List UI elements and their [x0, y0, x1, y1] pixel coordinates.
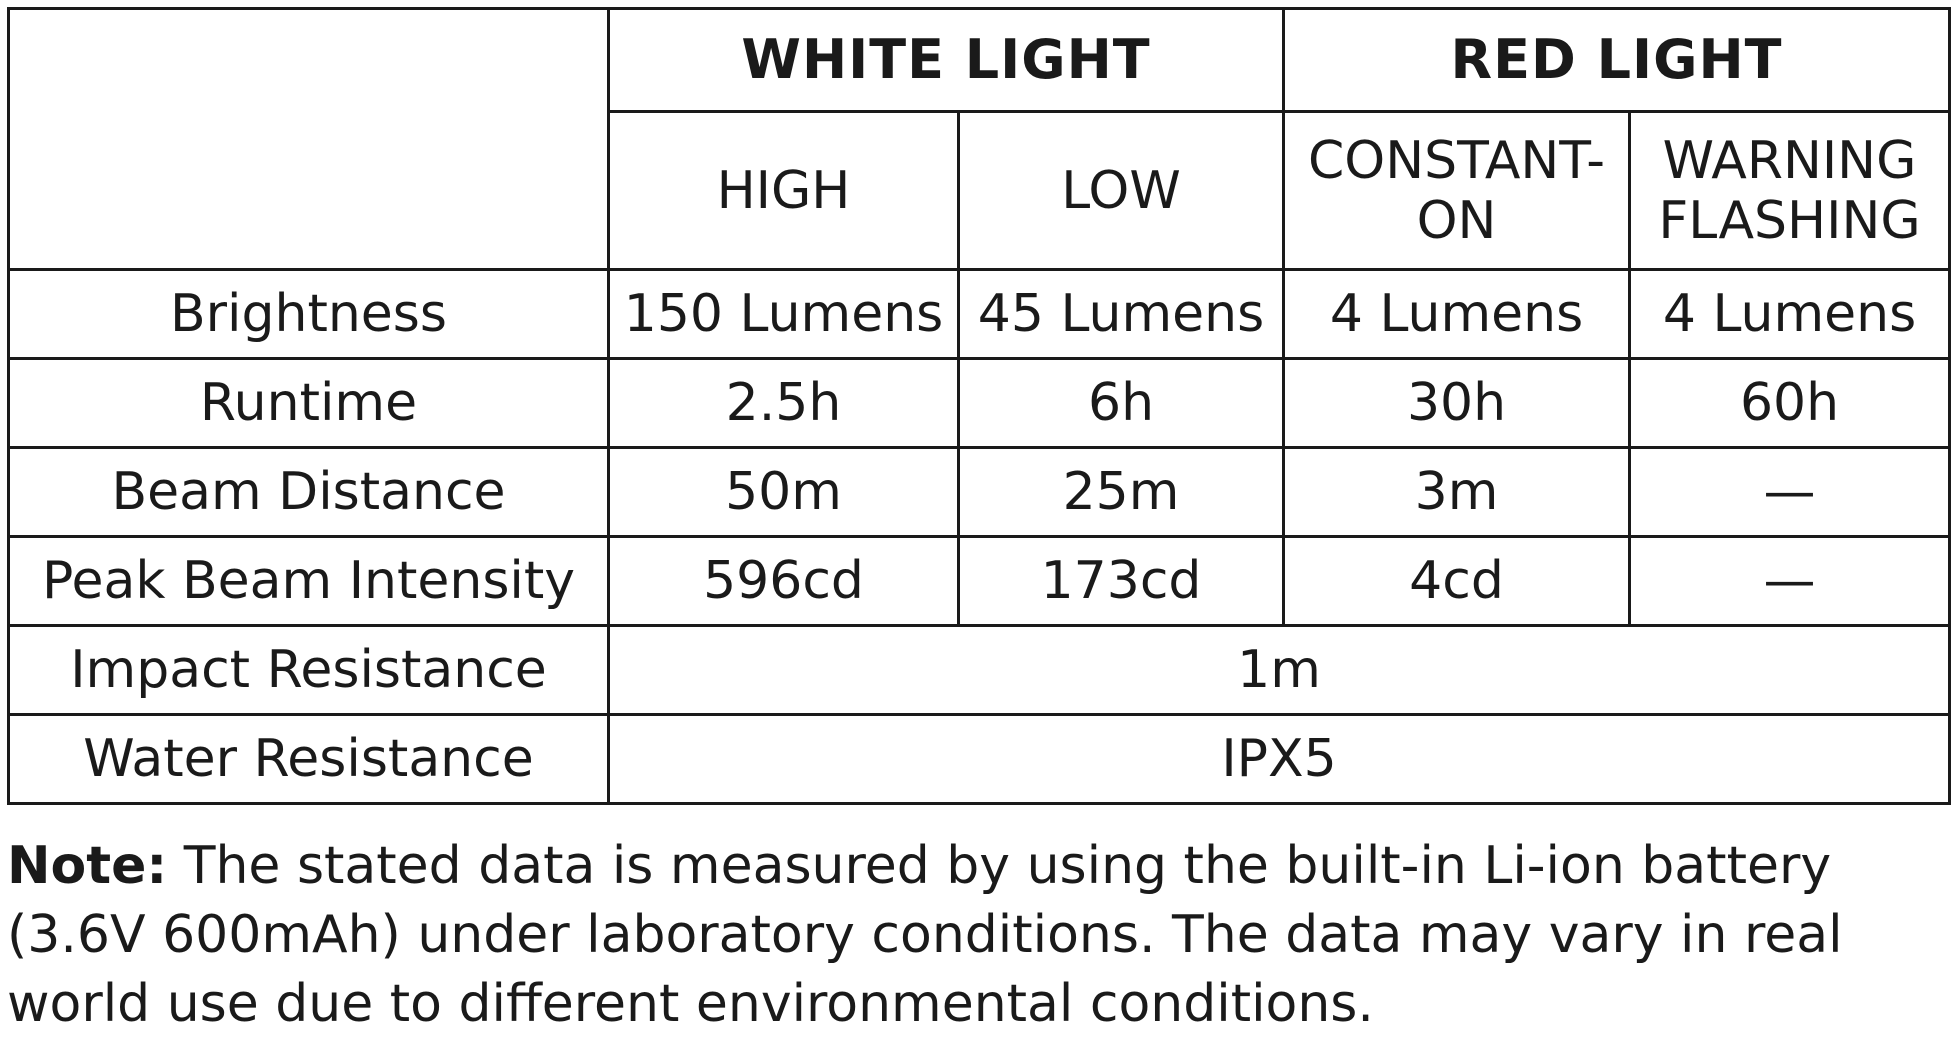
row-label-runtime: Runtime [9, 359, 609, 448]
mode-warning-flashing-line-1: WARNING [1662, 130, 1917, 191]
corner-cell [9, 9, 609, 270]
row-label-peak-beam-intensity: Peak Beam Intensity [9, 537, 609, 626]
mode-warning-flashing-header [1630, 112, 1950, 270]
table-row [9, 715, 1950, 804]
spec-table [7, 7, 1951, 805]
group-header-row [9, 9, 1950, 112]
cell-peak-intensity-constant: 4cd [1284, 537, 1630, 626]
cell-runtime-constant: 30h [1284, 359, 1630, 448]
mode-constant-on-header [1284, 112, 1630, 270]
note-label: Note: [7, 836, 168, 896]
note-text: The stated data is measured by using the built-in Li-ion battery (3.6V 600mAh) under laboratory conditions. The data may vary in real world use due to different environmental conditions. [7, 836, 1843, 1034]
cell-impact-resistance-value: 1m [609, 626, 1950, 715]
cell-brightness-high: 150 Lumens [609, 270, 959, 359]
cell-beam-distance-constant: 3m [1284, 448, 1630, 537]
cell-peak-intensity-high: 596cd [609, 537, 959, 626]
mode-high-header: HIGH [609, 112, 959, 270]
cell-peak-intensity-low: 173cd [959, 537, 1284, 626]
cell-runtime-high: 2.5h [609, 359, 959, 448]
cell-beam-distance-low: 25m [959, 448, 1284, 537]
mode-warning-flashing-line-2: FLASHING [1658, 190, 1921, 251]
table-row [9, 537, 1950, 626]
cell-brightness-constant: 4 Lumens [1284, 270, 1630, 359]
mode-constant-on-line-2: ON [1416, 190, 1497, 251]
table-row [9, 448, 1950, 537]
row-label-brightness: Brightness [9, 270, 609, 359]
footnote [7, 832, 1948, 1039]
red-light-header: RED LIGHT [1284, 9, 1950, 112]
mode-constant-on-line-1: CONSTANT- [1307, 130, 1606, 191]
cell-beam-distance-warning: — [1630, 448, 1950, 537]
row-label-water-resistance: Water Resistance [9, 715, 609, 804]
cell-runtime-low: 6h [959, 359, 1284, 448]
row-label-impact-resistance: Impact Resistance [9, 626, 609, 715]
white-light-header: WHITE LIGHT [609, 9, 1284, 112]
table-row [9, 359, 1950, 448]
table-row [9, 626, 1950, 715]
mode-low-header: LOW [959, 112, 1284, 270]
cell-beam-distance-high: 50m [609, 448, 959, 537]
cell-peak-intensity-warning: — [1630, 537, 1950, 626]
table-row [9, 270, 1950, 359]
row-label-beam-distance: Beam Distance [9, 448, 609, 537]
cell-brightness-low: 45 Lumens [959, 270, 1284, 359]
cell-water-resistance-value: IPX5 [609, 715, 1950, 804]
cell-brightness-warning: 4 Lumens [1630, 270, 1950, 359]
cell-runtime-warning: 60h [1630, 359, 1950, 448]
